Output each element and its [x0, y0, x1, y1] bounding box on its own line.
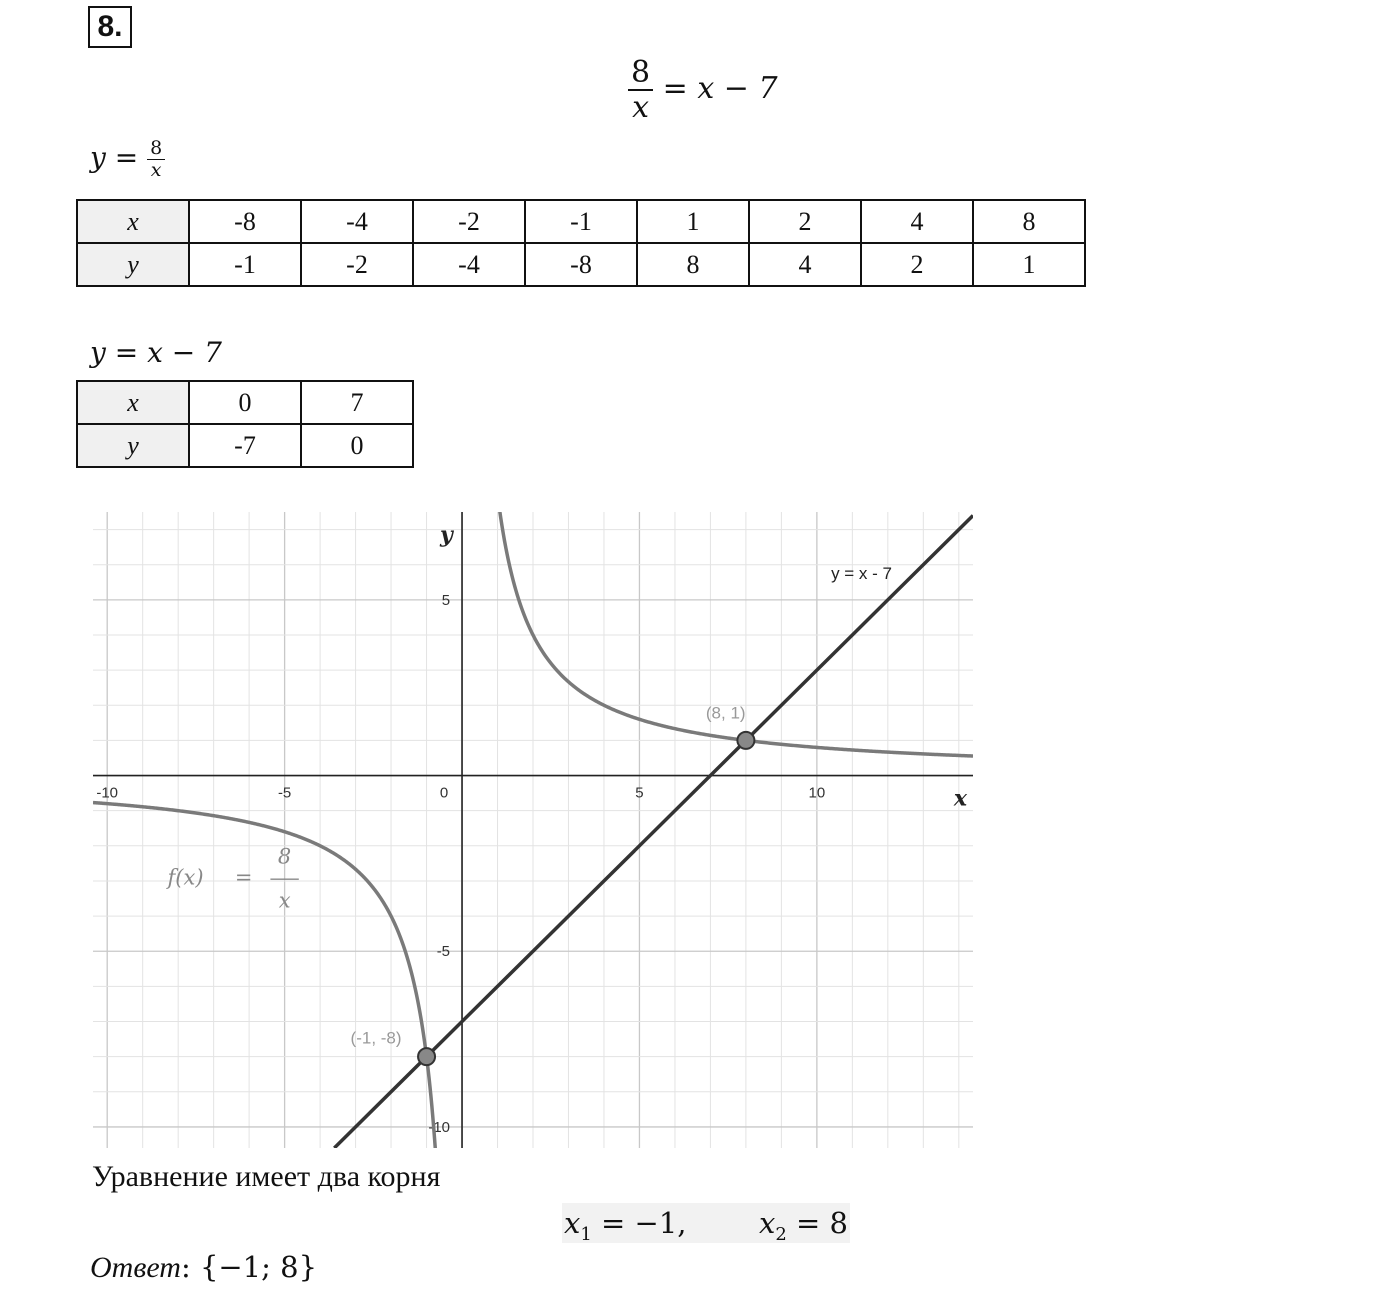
root-1-var: x — [564, 1206, 581, 1240]
task-number: 8. — [88, 6, 132, 48]
table-cell: -7 — [189, 424, 301, 467]
table-header-x: x — [77, 200, 189, 243]
intersection-point-label: (8, 1) — [705, 703, 746, 723]
x-tick-label: -10 — [96, 784, 119, 802]
answer-label: Ответ — [90, 1251, 181, 1284]
table-header-x: x — [77, 381, 189, 424]
table-cell: -4 — [413, 243, 525, 286]
x-tick-label: 0 — [439, 784, 449, 802]
hyperbola-label-denominator: x — [150, 158, 162, 181]
table-row-x — [77, 381, 413, 424]
main-equation — [628, 56, 778, 124]
curve-label-eq: = — [234, 865, 253, 890]
intersection-point — [737, 732, 754, 749]
x-tick-label: 5 — [635, 784, 644, 802]
table-cell: 4 — [749, 243, 861, 286]
table-header-y: y — [77, 424, 189, 467]
table-cell: 7 — [301, 381, 413, 424]
table-cell: 2 — [861, 243, 973, 286]
root-1-sub: 1 — [580, 1223, 592, 1245]
root-1-value: = −1, — [601, 1206, 687, 1240]
table-cell: 1 — [973, 243, 1085, 286]
y-axis-label: y — [440, 522, 453, 548]
roots — [562, 1203, 850, 1243]
hyperbola-label-fraction — [147, 138, 165, 181]
answer — [90, 1250, 317, 1285]
root-2-var: x — [758, 1206, 776, 1240]
intersection-point — [418, 1048, 435, 1065]
hyperbola-label — [90, 138, 165, 181]
table-cell: 8 — [973, 200, 1085, 243]
table-cell: 4 — [861, 200, 973, 243]
table-row-x — [77, 200, 1085, 243]
table-header-y: y — [77, 243, 189, 286]
table-cell: 0 — [189, 381, 301, 424]
table-cell: -4 — [301, 200, 413, 243]
table-cell: -2 — [413, 200, 525, 243]
answer-value: {−1; 8} — [199, 1250, 318, 1284]
x-tick-label: 10 — [808, 784, 826, 802]
y-tick-label: -5 — [436, 943, 451, 961]
equation-numerator: 8 — [628, 56, 653, 91]
table-cell: 0 — [301, 424, 413, 467]
root-2-value: = 8 — [796, 1206, 848, 1240]
hyperbola-value-table — [76, 199, 1086, 287]
root-2-sub: 2 — [775, 1223, 787, 1245]
conclusion-text: Уравнение имеет два корня — [92, 1160, 441, 1193]
table-cell: -2 — [301, 243, 413, 286]
table-row-y — [77, 424, 413, 467]
x-axis-label: x — [953, 785, 967, 812]
y-tick-label: -10 — [428, 1118, 451, 1136]
root-1 — [564, 1206, 687, 1245]
table-cell: -8 — [525, 243, 637, 286]
function-graph — [93, 512, 973, 1148]
table-cell: 2 — [749, 200, 861, 243]
table-cell: 1 — [637, 200, 749, 243]
line-label: y = x − 7 — [90, 336, 222, 369]
table-cell: -1 — [525, 200, 637, 243]
answer-colon: : — [180, 1250, 191, 1284]
root-2 — [758, 1206, 848, 1245]
y-tick-label: 5 — [441, 591, 451, 609]
table-row-y — [77, 243, 1085, 286]
table-cell: -8 — [189, 200, 301, 243]
table-cell: 8 — [637, 243, 749, 286]
x-tick-label: -5 — [277, 784, 292, 802]
equation-rhs: = x − 7 — [662, 71, 778, 106]
table-cell: -1 — [189, 243, 301, 286]
line-value-table — [76, 380, 414, 468]
intersection-point-label: (-1, -8) — [350, 1028, 402, 1048]
equation-denominator: x — [632, 90, 649, 125]
equation-fraction — [628, 56, 653, 124]
curve-label-numerator: 8 — [277, 844, 292, 869]
curve-label-lhs: f(x) — [167, 865, 204, 890]
hyperbola-label-numerator: 8 — [147, 138, 165, 160]
hyperbola-label-lhs: y = — [90, 140, 139, 174]
curve-label-denominator: x — [278, 888, 291, 913]
line-series-label: y = x - 7 — [831, 563, 893, 583]
